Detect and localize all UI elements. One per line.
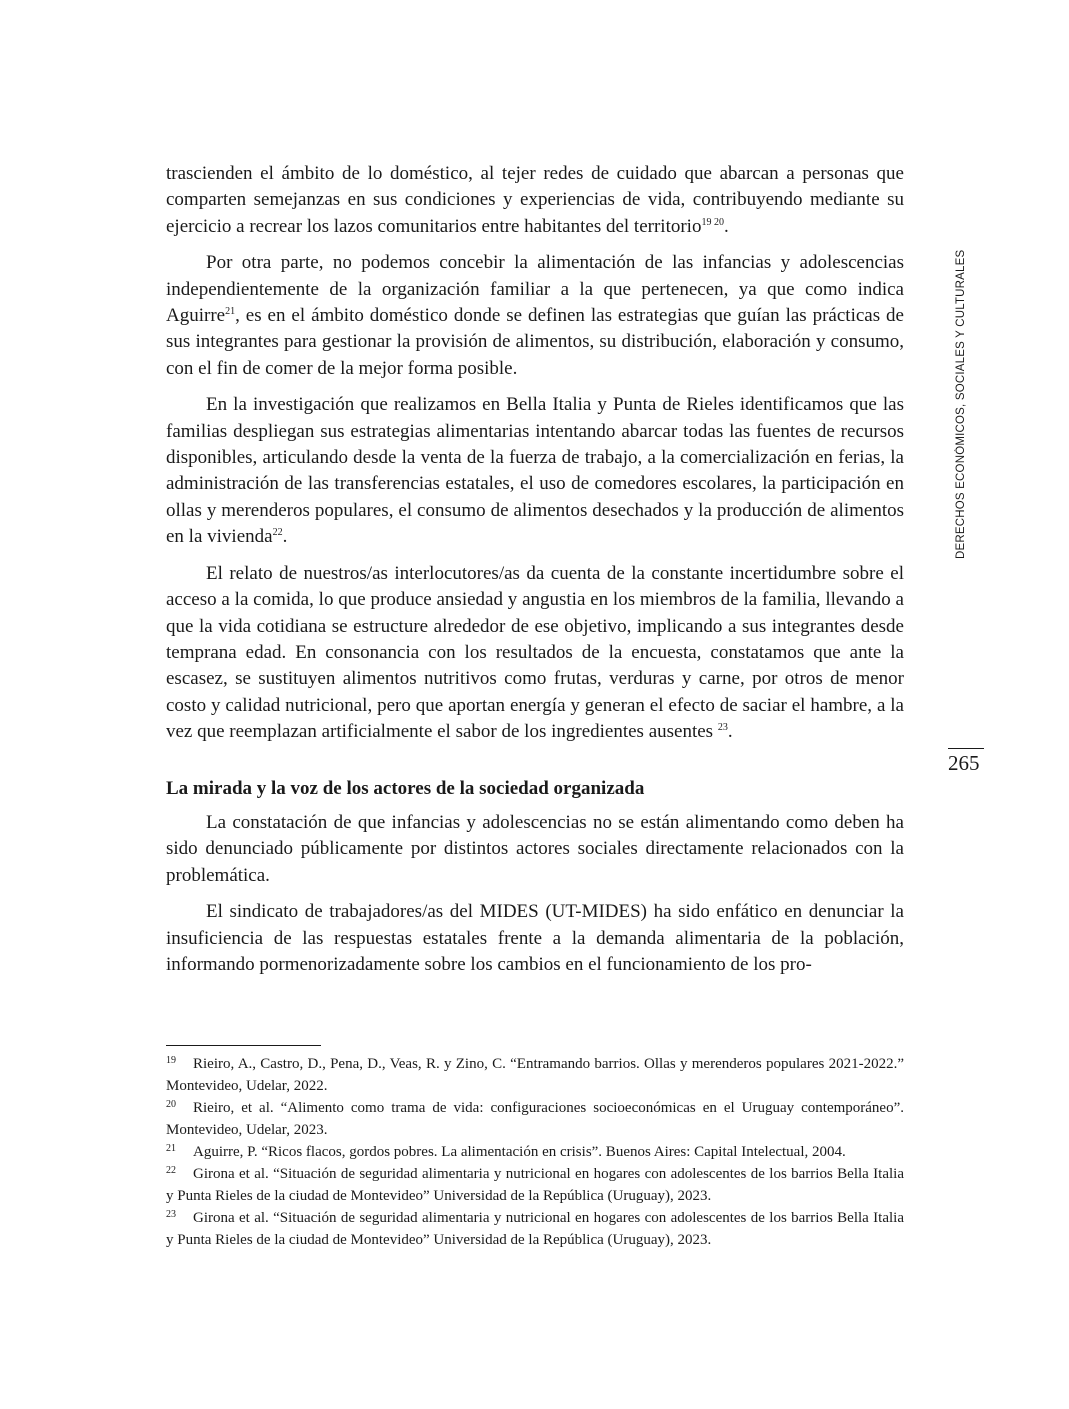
page-number: 265 <box>948 751 980 775</box>
paragraph <box>166 561 904 746</box>
footnote: 21 Aguirre, P. “Ricos flacos, gordos pobres. La alimentación en crisis”. Buenos Aires: Capital Intelectual, 2004. <box>166 1143 846 1160</box>
footnotes <box>166 1053 904 1251</box>
paragraph-tail: . <box>282 526 288 548</box>
footnote-text: Aguirre, P. “Ricos flacos, gordos pobres. La alimentación en crisis”. Buenos Aires: Capital Intelectual, 2004. <box>193 1144 846 1160</box>
footnote: 20 Rieiro, et al. “Alimento como trama de vida: configuraciones socioeconómicas en el Uruguay contemporáneo”. Montevideo, Udelar, 2023. <box>166 1099 904 1138</box>
body-text <box>166 161 904 988</box>
footnote-ref: 19 20 <box>701 216 724 228</box>
footnote-text: Girona et al. “Situación de seguridad alimentaria y nutricional en hogares con adolescentes de los barrios Bella Italia y Punta Rieles de la ciudad de Montevideo” Universidad de la República (Uruguay), 2023. <box>166 1210 904 1248</box>
footnote-text: Rieiro, A., Castro, D., Pena, D., Veas, R. y Zino, C. “Entramando barrios. Ollas y merenderos populares 2021-2022.” Montevideo, Udelar, 2022. <box>166 1056 904 1094</box>
paragraph <box>166 161 904 240</box>
paragraph-text: Por otra parte, no podemos concebir la alimentación de las infancias y adolescencias independientemente de la organización familiar a la que pertenecen, ya que como indica Aguirre <box>166 252 904 327</box>
footnote-ref: 22 <box>272 527 283 539</box>
paragraph-text: El relato de nuestros/as interlocutores/as da cuenta de la constante incertidumbre sobre el acceso a la comida, lo que produce ansiedad y angustia en los miembros de la familia, llevando a que la vida cotidiana se estructure alrededor de ese objetivo, implicando a sus integrantes desde temprana edad. En consonancia con los resultados de la encuesta, constatamos que ante la escasez, se sustituyen alimentos nutritivos como frutas, verduras y carne, por otros de menor costo y calidad nutricional, pero que aportan energía y generan el efecto de saciar el hambre, a la vez que reemplazan artificialmente el sabor de los ingredientes ausentes <box>166 562 904 743</box>
footnote-text: Rieiro, et al. “Alimento como trama de vida: configuraciones socioeconómicas en el Uruguay contemporáneo”. Montevideo, Udelar, 2023. <box>166 1100 904 1138</box>
footnote-divider <box>166 1045 321 1046</box>
paragraph-tail: . <box>723 215 729 237</box>
paragraph-text: trascienden el ámbito de lo doméstico, al tejer redes de cuidado que abarcan a personas que comparten semejanzas en sus condiciones y experiencias de vida, contribuyendo mediante su ejercicio a recrear los lazos comunitarios entre habitantes del territorio <box>166 163 904 237</box>
paragraph <box>166 392 904 550</box>
paragraph <box>166 250 904 382</box>
footnote: 23 Girona et al. “Situación de seguridad alimentaria y nutricional en hogares con adolescentes de los barrios Bella Italia y Punta Rieles de la ciudad de Montevideo” Universidad de la República (Uruguay), 2023. <box>166 1209 904 1248</box>
paragraph: La constatación de que infancias y adolescencias no se están alimentando como deben ha sido denunciado públicamente por distintos actores sociales directamente relacionados con la problemática. <box>166 811 904 886</box>
running-header: DERECHOS ECONÓMICOS, SOCIALES Y CULTURALES <box>955 249 967 559</box>
paragraph: El sindicato de trabajadores/as del MIDES (UT-MIDES) ha sido enfático en denunciar la insuficiencia de las respuestas estatales frente a la demanda alimentaria de la población, informando pormenorizadamente sobre los cambios en el funcionamiento de los pro- <box>166 901 904 975</box>
footnote-ref: 21 <box>225 306 236 318</box>
paragraph-tail: . <box>727 721 733 743</box>
footnote: 22 Girona et al. “Situación de seguridad alimentaria y nutricional en hogares con adolescentes de los barrios Bella Italia y Punta Rieles de la ciudad de Montevideo” Universidad de la República (Uruguay), 2023. <box>166 1165 904 1204</box>
paragraph-text: En la investigación que realizamos en Bella Italia y Punta de Rieles identificamos que las familias despliegan sus estrategias alimentarias intentando abarcar todas las fuentes de recursos disponibles, articulando desde la venta de la fuerza de trabajo, a la comercialización en ferias, la administración de las transferencias estatales, el uso de comedores escolares, la participación en ollas y merenderos populares, el consumo de alimentos desechados y la producción de alimentos en la vivienda <box>166 394 904 548</box>
paragraph-text: , es en el ámbito doméstico donde se definen las estrategias que guían las prácticas de sus integrantes para gestionar la provisión de alimentos, su distribución, elaboración y consumo, con el fin de comer de la mejor forma posible. <box>166 305 904 379</box>
footnote-text: Girona et al. “Situación de seguridad alimentaria y nutricional en hogares con adolescentes de los barrios Bella Italia y Punta Rieles de la ciudad de Montevideo” Universidad de la República (Uruguay), 2023. <box>166 1166 904 1204</box>
footnote-ref: 23 <box>717 722 728 734</box>
footnote: 19 Rieiro, A., Castro, D., Pena, D., Veas, R. y Zino, C. “Entramando barrios. Ollas y merenderos populares 2021-2022.” Montevideo, Udelar, 2022. <box>166 1055 904 1094</box>
section-heading: La mirada y la voz de los actores de la sociedad organizada <box>166 777 645 799</box>
